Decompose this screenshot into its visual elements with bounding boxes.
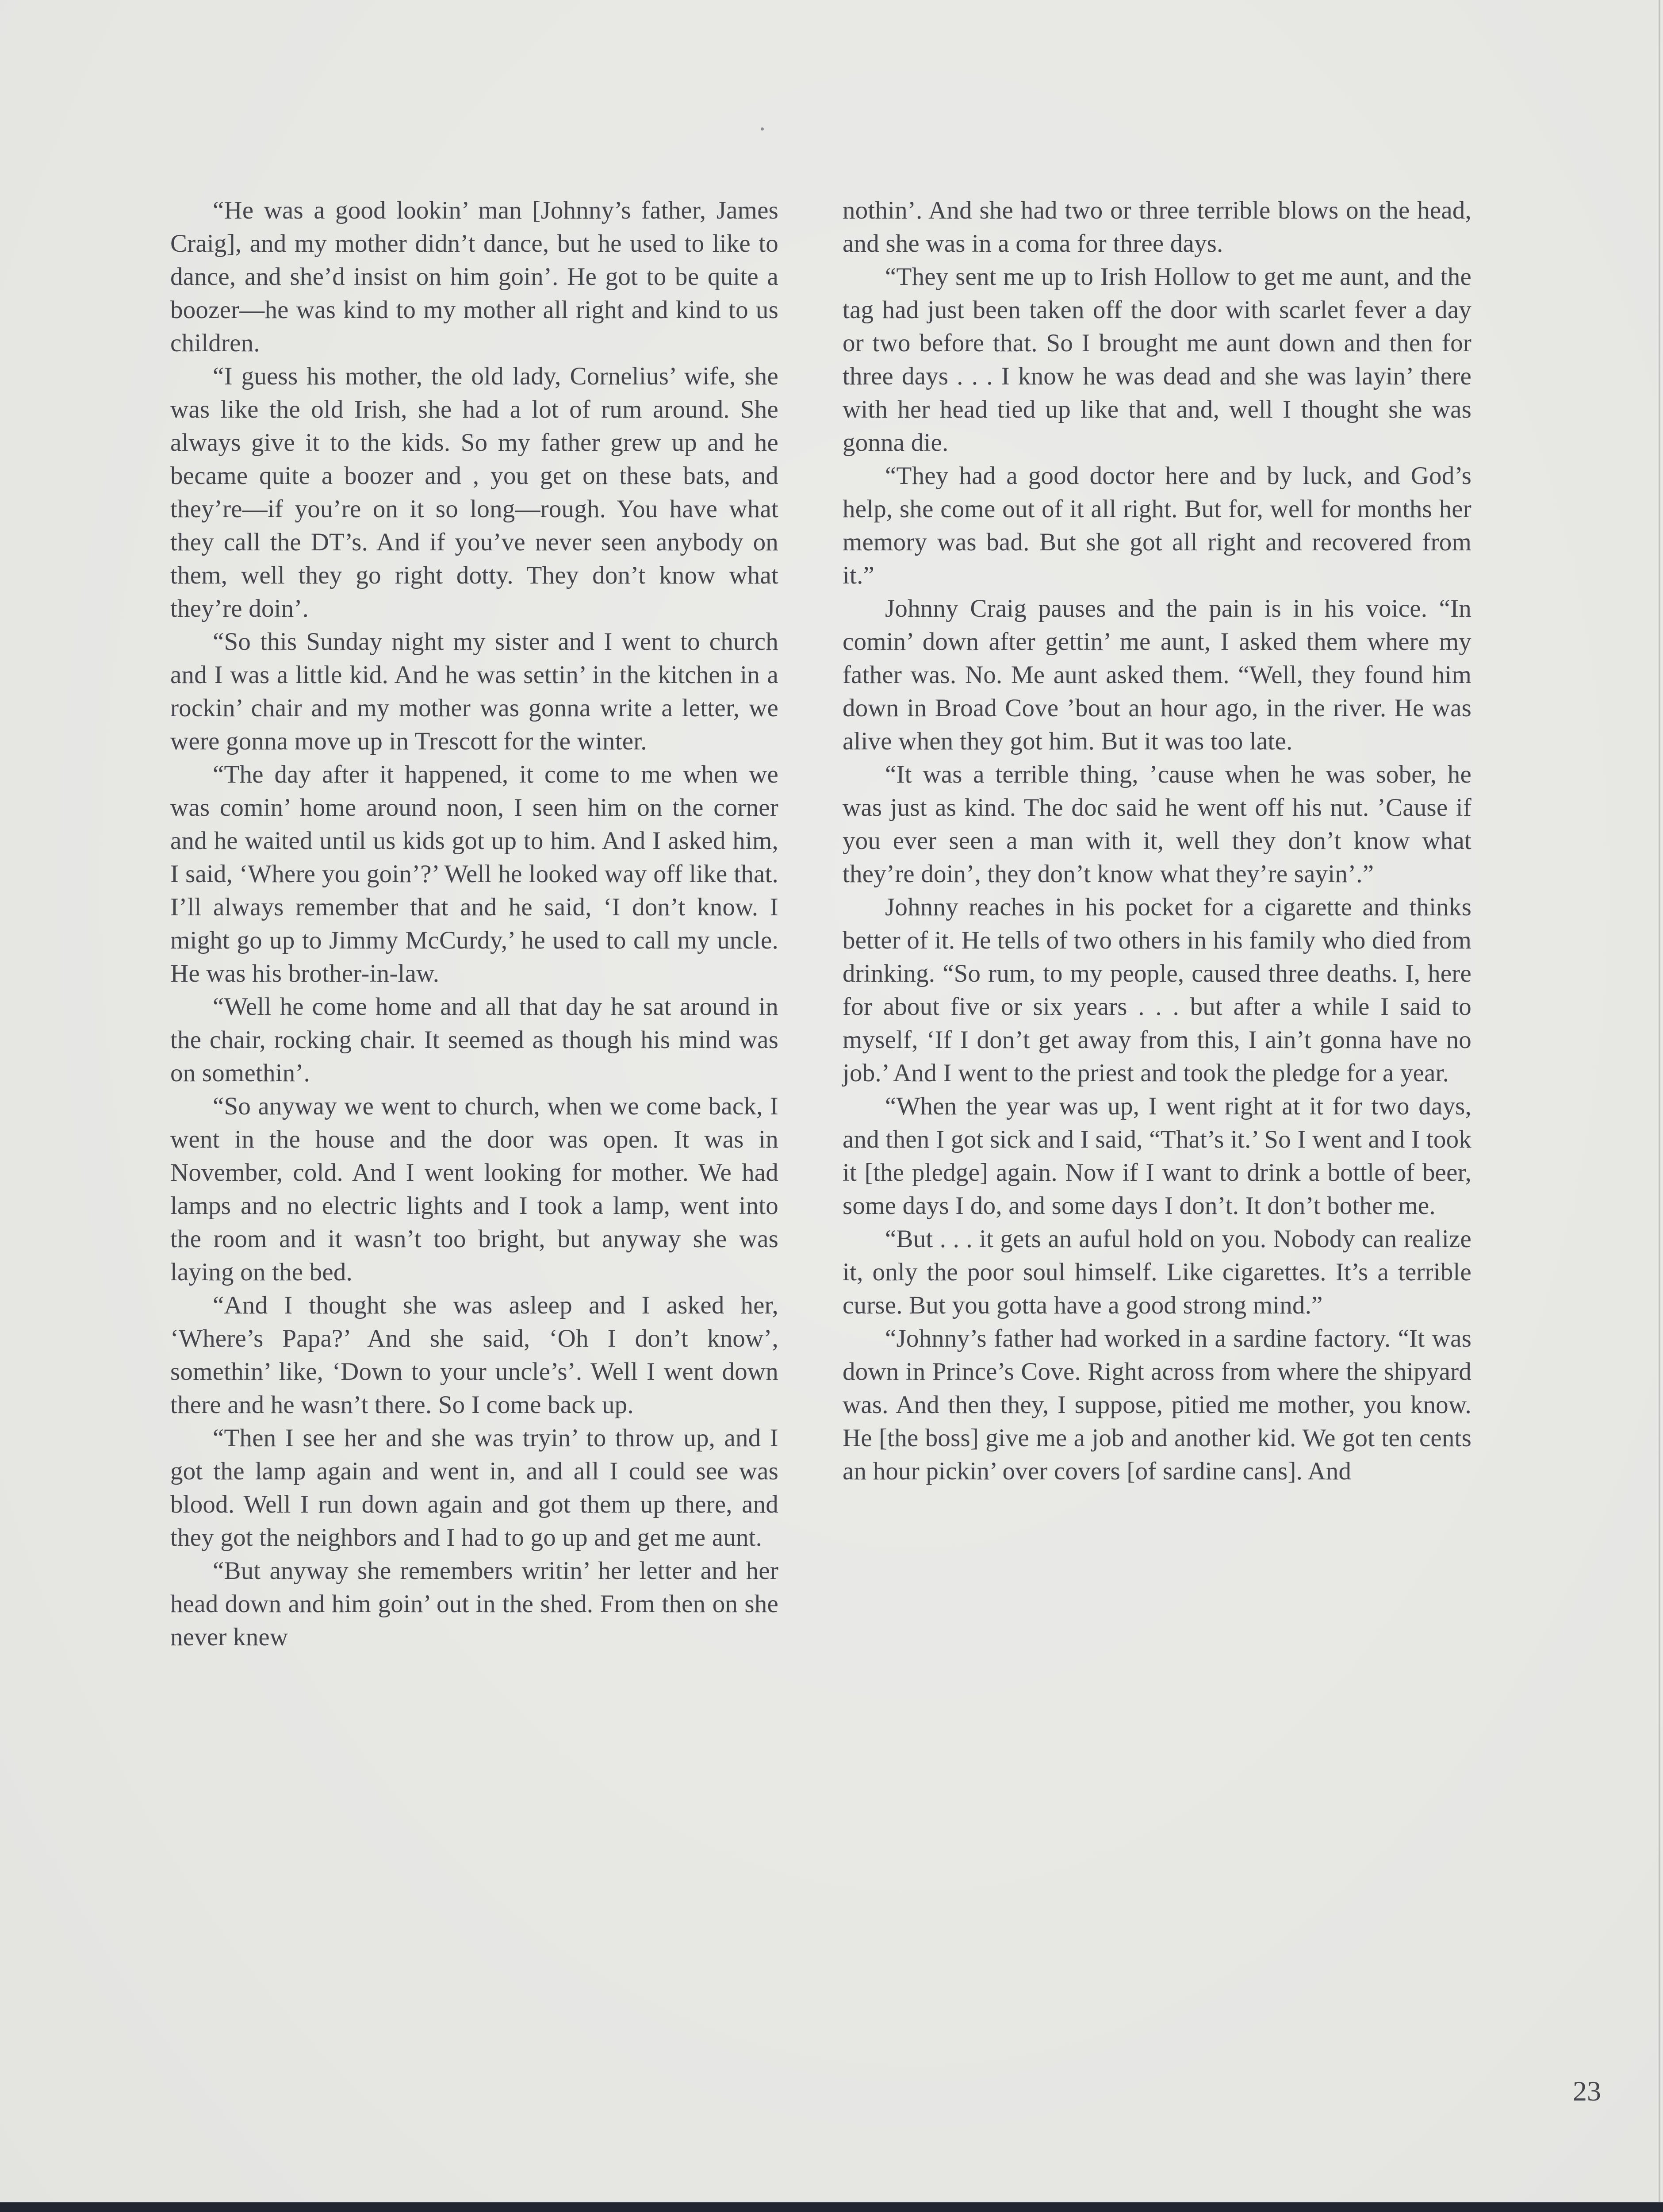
paragraph: “But . . . it gets an auful hold on you. Nobody can realize it, only the poor soul himself. Like cigarettes. It’s a terrible curse. But you gotta have a good strong mind.” [843, 1225, 1471, 1319]
paragraph: “He was a good lookin’ man [Johnny’s father, James Craig], and my mother didn’t dance, but he used to like to dance, and she’d insist on him goin’. He got to be quite a boozer—he was kind to my mother all right and kind to us children. [170, 196, 778, 357]
paragraph: Johnny Craig pauses and the pain is in his voice. “In comin’ down after gettin’ me aunt, I asked them where my father was. No. Me aunt asked them. “Well, they found him down in Broad Cove ’bout an hour ago, in the river. He was alive when they got him. But it was too late. [843, 595, 1471, 755]
paragraph: “But anyway she remembers writin’ her letter and her head down and him goin’ out in the shed. From then on she never knew [170, 1557, 778, 1651]
scan-edge-bar [0, 2202, 1663, 2212]
paragraph: “Then I see her and she was tryin’ to throw up, and I got the lamp again and went in, and all I could see was blood. Well I run down again and got them up there, and they got the neighbors and I had to go up and get me aunt. [170, 1424, 778, 1551]
paragraph: “It was a terrible thing, ’cause when he was sober, he was just as kind. The doc said he went off his nut. ’Cause if you ever seen a man with it, well they don’t know what they’re doin’, they don’t know what they’re sayin’.” [843, 760, 1471, 888]
paragraph: Johnny reaches in his pocket for a cigarette and thinks better of it. He tells of two others in his family who died from drinking. “So rum, to my people, caused three deaths. I, here for about five or six years . . . but after a while I said to myself, ‘If I don’t get away from this, I ain’t gonna have no job.’ And I went to the priest and took the pledge for a year. [843, 893, 1471, 1087]
paragraph: “The day after it happened, it come to me when we was comin’ home around noon, I seen him on the corner and he waited until us kids got up to him. And I asked him, I said, ‘Where you goin’?’ Well he looked way off like that. I’ll always remember that and he said, ‘I don’t know. I might go up to Jimmy McCurdy,’ he used to call my uncle. He was his brother-in-law. [170, 760, 778, 987]
paragraph: “They had a good doctor here and by luck, and God’s help, she come out of it all right. But for, well for months her memory was bad. But she got all right and recovered from it.” [843, 462, 1471, 589]
page-number: 23 [1573, 2075, 1601, 2107]
paragraph: “Well he come home and all that day he sat around in the chair, rocking chair. It seemed as though his mind was on somethin’. [170, 993, 778, 1087]
scan-speck [761, 127, 764, 131]
paragraph: “When the year was up, I went right at it for two days, and then I got sick and I said, “That’s it.’ So I went and I took it [the pledge] again. Now if I want to drink a bottle of beer, some days I do, and some days I don’t. It don’t bother me. [843, 1092, 1471, 1220]
scan-right-edge-line [1659, 0, 1660, 2212]
text-column-left [170, 194, 778, 1654]
paragraph: “So this Sunday night my sister and I went to church and I was a little kid. And he was settin’ in the kitchen in a rockin’ chair and my mother was gonna write a letter, we were gonna move up in Trescott for the winter. [170, 628, 778, 755]
paragraph: “They sent me up to Irish Hollow to get me aunt, and the tag had just been taken off the door with scarlet fever a day or two before that. So I brought me aunt down and then for three days . . . I know he was dead and she was layin’ there with her head tied up like that and, well I thought she was gonna die. [843, 263, 1471, 457]
paragraph: “So anyway we went to church, when we come back, I went in the house and the door was open. It was in November, cold. And I went looking for mother. We had lamps and no electric lights and I took a lamp, went into the room and it wasn’t too bright, but anyway she was laying on the bed. [170, 1092, 778, 1286]
paragraph: “I guess his mother, the old lady, Cornelius’ wife, she was like the old Irish, she had a lot of rum around. She always give it to the kids. So my father grew up and he became quite a boozer and , you get on these bats, and they’re—if you’re on it so long—rough. You have what they call the DT’s. And if you’ve never seen anybody on them, well they go right dotty. They don’t know what they’re doin’. [170, 362, 778, 622]
text-column-right [843, 194, 1471, 1488]
paragraph: nothin’. And she had two or three terrible blows on the head, and she was in a coma for three days. [843, 196, 1471, 257]
paragraph: “And I thought she was asleep and I asked her, ‘Where’s Papa?’ And she said, ‘Oh I don’t know’, somethin’ like, ‘Down to your uncle’s’. Well I went down there and he wasn’t there. So I come back up. [170, 1291, 778, 1419]
paragraph: “Johnny’s father had worked in a sardine factory. “It was down in Prince’s Cove. Right across from where the shipyard was. And then they, I suppose, pitied me mother, you know. He [the boss] give me a job and another kid. We got ten cents an hour pickin’ over covers [of sardine cans]. And [843, 1325, 1471, 1485]
